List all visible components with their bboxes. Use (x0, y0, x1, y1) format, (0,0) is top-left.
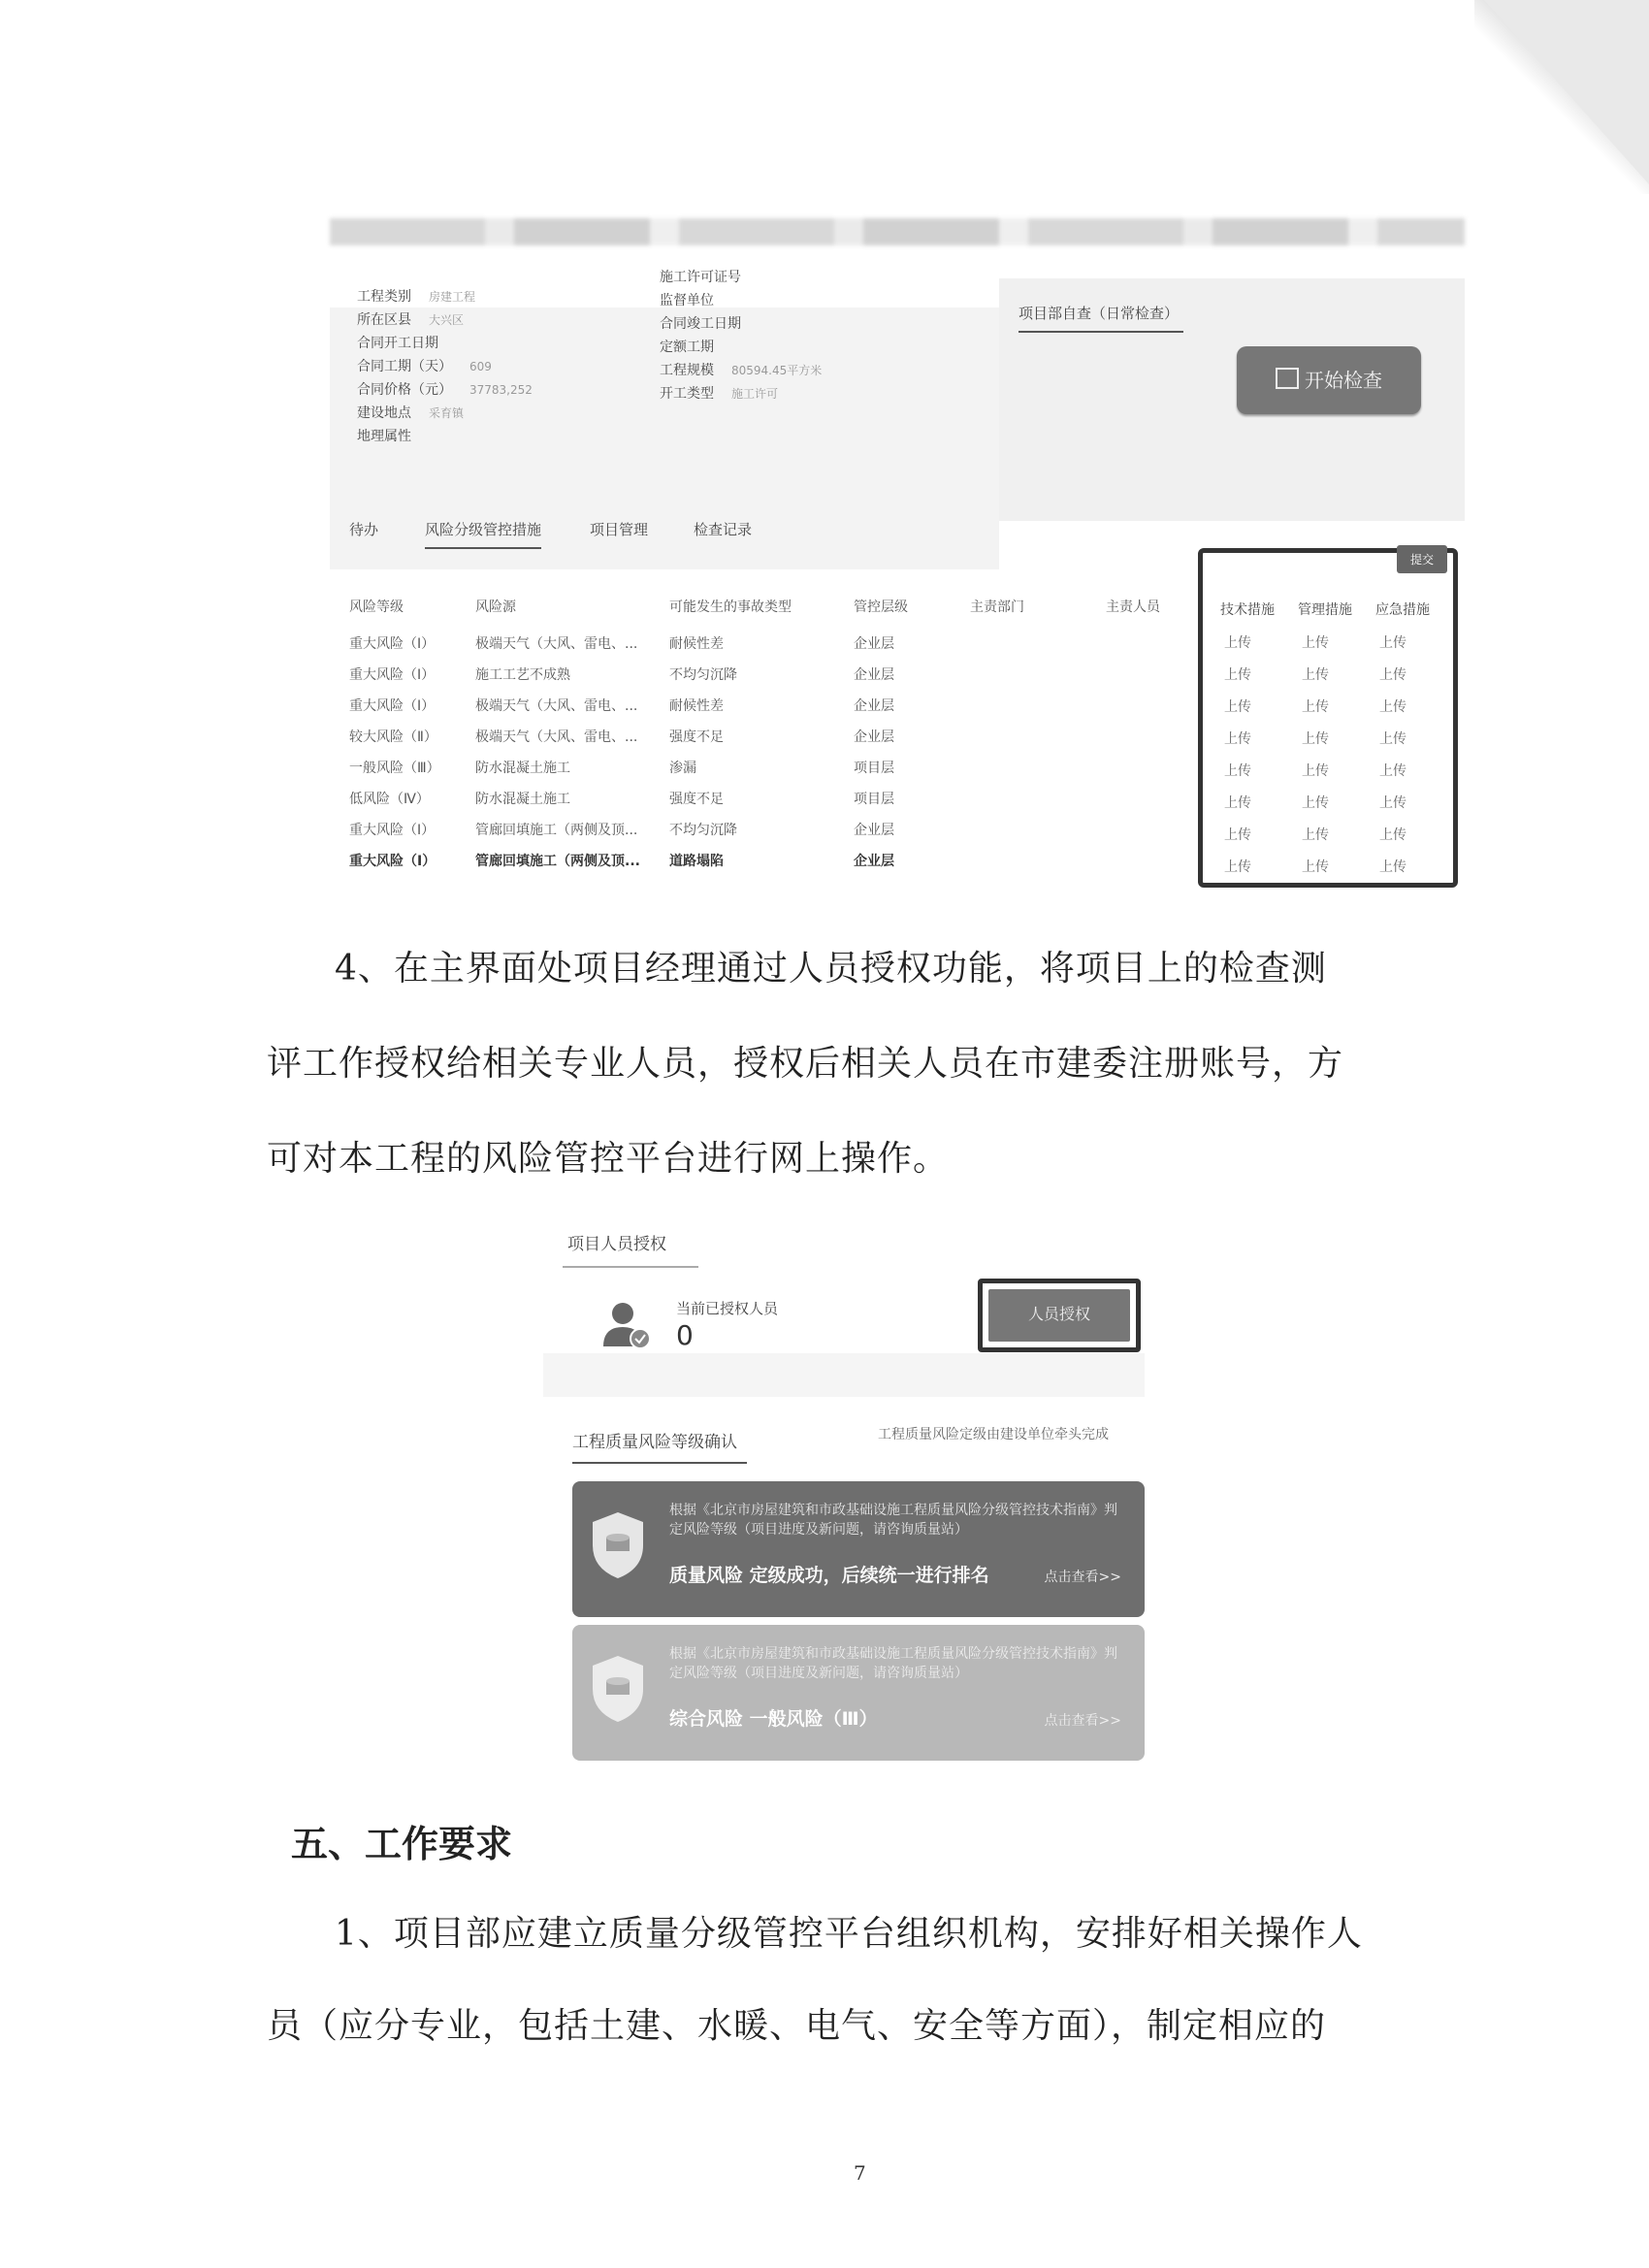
quality-risk-view-link[interactable]: 点击查看>> (1044, 1570, 1121, 1585)
upload-link[interactable]: 上传 (1224, 731, 1251, 747)
upload-link[interactable]: 上传 (1379, 635, 1406, 651)
table-cell: 企业层 (854, 729, 894, 745)
info-label: 合同价格（元） (357, 382, 452, 398)
authorized-label: 当前已授权人员 (676, 1300, 779, 1317)
upload-link[interactable]: 上传 (1302, 731, 1329, 747)
table-cell: 管廊回填施工（两侧及顶... (475, 854, 640, 869)
info-row (660, 383, 778, 403)
table-cell: 道路塌陷 (669, 854, 724, 869)
info-value: 施工许可 (731, 387, 779, 401)
auth-section-title: 项目人员授权 (567, 1230, 666, 1254)
table-header[interactable]: 主责人员 (1106, 599, 1160, 615)
table-cell: 企业层 (854, 823, 894, 838)
tab-check-records[interactable]: 检查记录 (694, 521, 753, 538)
info-row (357, 309, 464, 329)
quality-risk-result: 质量风险 定级成功，后续统一进行排名 (669, 1565, 989, 1586)
quality-risk-description: 根据《北京市房屋建筑和市政基础设施工程质量风险分级管控技术指南》判定风险等级（项目进度及新问题，请咨询质量站） (669, 1503, 1117, 1538)
info-label: 开工类型 (660, 386, 714, 402)
info-value: 37783,252 (469, 383, 533, 397)
table-cell: 极端天气（大风、雷电、... (475, 698, 638, 714)
paragraph-5-line-2: 员（应分专业，包括土建、水暖、电气、安全等方面），制定相应的 (267, 2006, 1327, 2046)
upload-link[interactable]: 上传 (1302, 667, 1329, 683)
info-row (660, 290, 731, 309)
upload-link[interactable]: 上传 (1302, 795, 1329, 811)
upload-link[interactable]: 上传 (1302, 827, 1329, 843)
table-cell: 重大风险（Ⅰ） (349, 636, 436, 652)
table-cell: 强度不足 (669, 729, 724, 745)
grade-note: 工程质量风险定级由建设单位牵头完成 (878, 1427, 1109, 1442)
upload-link[interactable]: 上传 (1379, 763, 1406, 779)
info-label: 合同竣工日期 (660, 316, 741, 332)
info-row (357, 286, 475, 306)
table-cell: 极端天气（大风、雷电、... (475, 636, 638, 652)
info-row (357, 333, 456, 352)
info-row (660, 360, 822, 379)
table-cell: 项目层 (854, 792, 894, 807)
table-cell: 防水混凝土施工 (475, 792, 570, 807)
paragraph-5-line-1: 1、项目部应建立质量分级管控平台组织机构，安排好相关操作人 (335, 1914, 1363, 1954)
info-label: 合同开工日期 (357, 336, 438, 351)
table-cell: 低风险（Ⅳ） (349, 792, 430, 807)
upload-link[interactable]: 上传 (1224, 859, 1251, 875)
table-cell: 极端天气（大风、雷电、... (475, 729, 638, 745)
table-cell: 企业层 (854, 698, 894, 714)
overall-risk-card[interactable] (572, 1625, 1145, 1761)
shield-icon (590, 1510, 646, 1580)
info-label: 定额工期 (660, 340, 714, 355)
table-cell: 重大风险（Ⅰ） (349, 698, 436, 714)
overall-risk-result: 综合风险 一般风险（Ⅲ） (669, 1708, 878, 1730)
upload-link[interactable]: 上传 (1224, 699, 1251, 715)
table-cell: 企业层 (854, 667, 894, 683)
info-label: 建设地点 (357, 405, 411, 421)
info-row (660, 313, 759, 333)
info-value: 采育镇 (429, 406, 465, 420)
paragraph-4-line-3: 可对本工程的风险管控平台进行网上操作。 (267, 1139, 950, 1179)
table-header: 风险等级 (349, 599, 404, 615)
upload-measures-box (1198, 548, 1458, 888)
info-label: 合同工期（天） (357, 359, 452, 374)
upload-link[interactable]: 上传 (1302, 699, 1329, 715)
overall-risk-description: 根据《北京市房屋建筑和市政基础设施工程质量风险分级管控技术指南》判定风险等级（项目进度及新问题，请咨询质量站） (669, 1646, 1117, 1681)
info-row (357, 379, 533, 399)
table-cell: 重大风险（Ⅰ） (349, 667, 436, 683)
table-cell: 管廊回填施工（两侧及顶... (475, 823, 638, 838)
blurred-header (330, 218, 1465, 245)
table-cell: 耐候性差 (669, 636, 724, 652)
table-cell: 企业层 (854, 636, 894, 652)
grade-confirm-title: 工程质量风险等级确认 (572, 1428, 737, 1452)
info-value: 80594.45平方米 (731, 364, 823, 377)
info-label: 施工许可证号 (660, 270, 741, 285)
table-cell: 较大风险（Ⅱ） (349, 729, 437, 745)
submit-button[interactable]: 提交 (1397, 545, 1447, 573)
shield-icon (590, 1654, 646, 1724)
user-avatar-icon (601, 1300, 652, 1350)
table-header: 风险源 (475, 599, 516, 615)
info-row (660, 267, 759, 286)
table-cell: 施工工艺不成熟 (475, 667, 570, 683)
page-fold (1484, 0, 1649, 184)
upload-link[interactable]: 上传 (1379, 859, 1406, 875)
upload-link[interactable]: 上传 (1379, 699, 1406, 715)
info-label: 监督单位 (660, 293, 714, 308)
info-value: 大兴区 (429, 313, 465, 327)
tab-risk-measures[interactable]: 风险分级管控措施 (425, 521, 542, 538)
authorized-count: 0 (676, 1319, 694, 1351)
upload-link[interactable]: 上传 (1224, 763, 1251, 779)
info-row (357, 426, 429, 445)
upload-link[interactable]: 上传 (1224, 667, 1251, 683)
overall-risk-view-link[interactable]: 点击查看>> (1044, 1713, 1121, 1729)
table-cell: 一般风险（Ⅲ） (349, 761, 440, 776)
upload-link[interactable]: 上传 (1379, 731, 1406, 747)
upload-link[interactable]: 上传 (1379, 795, 1406, 811)
table-cell: 防水混凝土施工 (475, 761, 570, 776)
section-5-heading: 五、工作要求 (291, 1822, 513, 1865)
upload-link[interactable]: 上传 (1302, 859, 1329, 875)
tab-todo[interactable]: 待办 (349, 521, 379, 538)
info-label: 工程类别 (357, 289, 411, 305)
page-number: 7 (854, 2161, 866, 2185)
auth-divider-background (543, 1353, 1145, 1397)
table-header[interactable]: 主责部门 (970, 599, 1024, 615)
start-check-label: 开始检查 (1305, 369, 1382, 392)
table-cell: 耐候性差 (669, 698, 724, 714)
upload-link[interactable]: 上传 (1224, 827, 1251, 843)
personnel-auth-button[interactable] (978, 1279, 1141, 1352)
table-header: 管控层级 (854, 599, 908, 615)
info-label: 地理属性 (357, 429, 411, 444)
upload-link[interactable]: 上传 (1379, 827, 1406, 843)
table-cell: 重大风险（Ⅰ） (349, 823, 436, 838)
upload-link[interactable]: 上传 (1302, 635, 1329, 651)
info-value: 房建工程 (429, 290, 476, 304)
upload-header: 管理措施 (1298, 602, 1352, 618)
upload-link[interactable]: 上传 (1379, 667, 1406, 683)
upload-header: 应急措施 (1375, 602, 1430, 618)
edit-icon (1276, 368, 1299, 389)
table-cell: 项目层 (854, 761, 894, 776)
table-cell: 不均匀沉降 (669, 667, 737, 683)
personnel-auth-label: 人员授权 (988, 1289, 1130, 1342)
info-row (660, 337, 731, 356)
info-label: 工程规模 (660, 363, 714, 378)
table-cell: 不均匀沉降 (669, 823, 737, 838)
tab-project-management[interactable]: 项目管理 (590, 521, 649, 538)
upload-link[interactable]: 上传 (1224, 635, 1251, 651)
upload-link[interactable]: 上传 (1302, 763, 1329, 779)
upload-header: 技术措施 (1220, 602, 1275, 618)
quality-risk-card[interactable] (572, 1481, 1145, 1617)
table-cell: 重大风险（Ⅰ） (349, 854, 436, 869)
self-check-title: 项目部自查（日常检查） (1018, 305, 1180, 322)
info-row (357, 403, 464, 422)
start-check-button[interactable] (1237, 346, 1421, 414)
table-cell: 渗漏 (669, 761, 696, 776)
info-row (357, 356, 492, 375)
table-cell: 企业层 (854, 854, 894, 869)
table-cell: 强度不足 (669, 792, 724, 807)
table-header: 可能发生的事故类型 (669, 599, 792, 615)
info-label: 所在区县 (357, 312, 411, 328)
upload-link[interactable]: 上传 (1224, 795, 1251, 811)
paragraph-4-line-1: 4、在主界面处项目经理通过人员授权功能，将项目上的检查测 (335, 949, 1327, 988)
info-value: 609 (469, 360, 492, 373)
paragraph-4-line-2: 评工作授权给相关专业人员，授权后相关人员在市建委注册账号，方 (267, 1044, 1344, 1084)
